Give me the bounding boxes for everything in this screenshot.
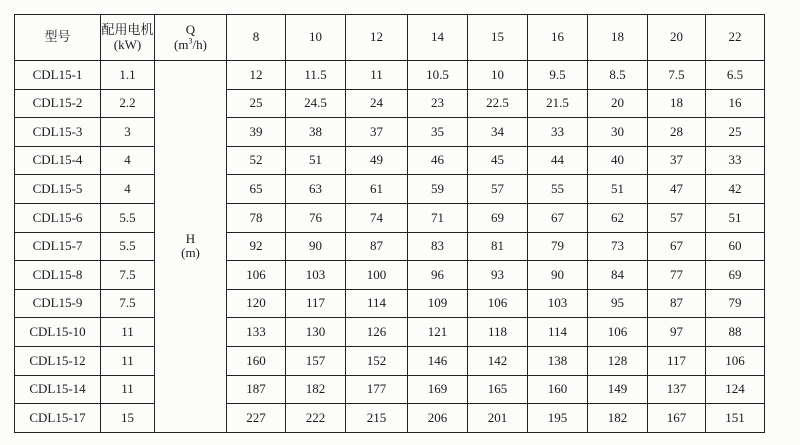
head-value-cell: 37 bbox=[346, 118, 408, 147]
model-cell: CDL15-8 bbox=[15, 261, 101, 290]
model-cell: CDL15-10 bbox=[15, 318, 101, 347]
head-value-cell: 182 bbox=[588, 404, 648, 433]
head-value-cell: 103 bbox=[528, 289, 588, 318]
head-value-cell: 114 bbox=[346, 289, 408, 318]
head-value-cell: 33 bbox=[528, 118, 588, 147]
head-value-cell: 46 bbox=[408, 146, 468, 175]
head-value-cell: 152 bbox=[346, 346, 408, 375]
model-cell: CDL15-3 bbox=[15, 118, 101, 147]
head-value-cell: 10.5 bbox=[408, 61, 468, 90]
head-value-cell: 33 bbox=[706, 146, 765, 175]
flow-value-header: 18 bbox=[588, 15, 648, 61]
power-cell: 4 bbox=[101, 146, 155, 175]
model-cell: CDL15-4 bbox=[15, 146, 101, 175]
flow-value-header: 20 bbox=[648, 15, 706, 61]
pump-performance-table bbox=[14, 14, 765, 433]
head-value-cell: 38 bbox=[286, 118, 346, 147]
head-value-cell: 39 bbox=[227, 118, 286, 147]
head-value-cell: 92 bbox=[227, 232, 286, 261]
power-header-label: 配用电机 bbox=[101, 22, 154, 38]
head-value-cell: 167 bbox=[648, 404, 706, 433]
head-value-cell: 157 bbox=[286, 346, 346, 375]
head-value-cell: 215 bbox=[346, 404, 408, 433]
head-value-cell: 146 bbox=[408, 346, 468, 375]
head-value-cell: 51 bbox=[588, 175, 648, 204]
head-value-cell: 24.5 bbox=[286, 89, 346, 118]
table-row bbox=[15, 118, 765, 147]
table-row bbox=[15, 318, 765, 347]
power-cell: 5.5 bbox=[101, 232, 155, 261]
head-value-cell: 73 bbox=[588, 232, 648, 261]
power-header bbox=[101, 15, 155, 61]
head-value-cell: 90 bbox=[528, 261, 588, 290]
model-cell: CDL15-2 bbox=[15, 89, 101, 118]
head-value-cell: 96 bbox=[408, 261, 468, 290]
table-row bbox=[15, 375, 765, 404]
head-value-cell: 121 bbox=[408, 318, 468, 347]
head-value-cell: 206 bbox=[408, 404, 468, 433]
head-value-cell: 97 bbox=[648, 318, 706, 347]
power-cell: 15 bbox=[101, 404, 155, 433]
head-value-cell: 51 bbox=[286, 146, 346, 175]
head-value-cell: 37 bbox=[648, 146, 706, 175]
head-value-cell: 120 bbox=[227, 289, 286, 318]
head-value-cell: 126 bbox=[346, 318, 408, 347]
head-value-cell: 52 bbox=[227, 146, 286, 175]
flow-value-header: 14 bbox=[408, 15, 468, 61]
power-cell: 1.1 bbox=[101, 61, 155, 90]
head-value-cell: 138 bbox=[528, 346, 588, 375]
model-cell: CDL15-6 bbox=[15, 203, 101, 232]
head-value-cell: 137 bbox=[648, 375, 706, 404]
head-value-cell: 79 bbox=[528, 232, 588, 261]
table-row bbox=[15, 232, 765, 261]
head-value-cell: 227 bbox=[227, 404, 286, 433]
head-value-cell: 95 bbox=[588, 289, 648, 318]
head-value-cell: 124 bbox=[706, 375, 765, 404]
head-value-cell: 187 bbox=[227, 375, 286, 404]
head-value-cell: 69 bbox=[468, 203, 528, 232]
table-row bbox=[15, 175, 765, 204]
head-label-unit: (m) bbox=[181, 245, 200, 261]
model-cell: CDL15-7 bbox=[15, 232, 101, 261]
head-value-cell: 142 bbox=[468, 346, 528, 375]
flow-value-header: 15 bbox=[468, 15, 528, 61]
table-row bbox=[15, 89, 765, 118]
head-value-cell: 88 bbox=[706, 318, 765, 347]
head-value-cell: 11 bbox=[346, 61, 408, 90]
head-value-cell: 57 bbox=[468, 175, 528, 204]
head-value-cell: 151 bbox=[706, 404, 765, 433]
head-value-cell: 177 bbox=[346, 375, 408, 404]
table-row bbox=[15, 203, 765, 232]
power-cell: 5.5 bbox=[101, 203, 155, 232]
head-value-cell: 201 bbox=[468, 404, 528, 433]
head-value-cell: 24 bbox=[346, 89, 408, 118]
table-row bbox=[15, 146, 765, 175]
head-value-cell: 42 bbox=[706, 175, 765, 204]
head-value-cell: 57 bbox=[648, 203, 706, 232]
flow-value-header: 12 bbox=[346, 15, 408, 61]
head-value-cell: 11.5 bbox=[286, 61, 346, 90]
head-value-cell: 65 bbox=[227, 175, 286, 204]
head-value-cell: 130 bbox=[286, 318, 346, 347]
head-value-cell: 133 bbox=[227, 318, 286, 347]
head-value-cell: 12 bbox=[227, 61, 286, 90]
header-row bbox=[15, 15, 765, 61]
power-cell: 2.2 bbox=[101, 89, 155, 118]
power-cell: 11 bbox=[101, 346, 155, 375]
flow-value-header: 22 bbox=[706, 15, 765, 61]
power-cell: 3 bbox=[101, 118, 155, 147]
power-cell: 11 bbox=[101, 375, 155, 404]
head-value-cell: 21.5 bbox=[528, 89, 588, 118]
head-value-cell: 76 bbox=[286, 203, 346, 232]
head-value-cell: 25 bbox=[706, 118, 765, 147]
head-value-cell: 71 bbox=[408, 203, 468, 232]
head-value-cell: 40 bbox=[588, 146, 648, 175]
head-value-cell: 117 bbox=[648, 346, 706, 375]
head-value-cell: 8.5 bbox=[588, 61, 648, 90]
head-value-cell: 74 bbox=[346, 203, 408, 232]
head-label-symbol: H bbox=[185, 231, 196, 247]
head-value-cell: 7.5 bbox=[648, 61, 706, 90]
head-value-cell: 114 bbox=[528, 318, 588, 347]
head-value-cell: 22.5 bbox=[468, 89, 528, 118]
flow-value-header: 8 bbox=[227, 15, 286, 61]
model-cell: CDL15-9 bbox=[15, 289, 101, 318]
power-cell: 7.5 bbox=[101, 261, 155, 290]
head-value-cell: 106 bbox=[468, 289, 528, 318]
power-cell: 4 bbox=[101, 175, 155, 204]
model-cell: CDL15-1 bbox=[15, 61, 101, 90]
head-value-cell: 128 bbox=[588, 346, 648, 375]
head-value-cell: 77 bbox=[648, 261, 706, 290]
head-value-cell: 106 bbox=[706, 346, 765, 375]
head-value-cell: 118 bbox=[468, 318, 528, 347]
head-value-cell: 109 bbox=[408, 289, 468, 318]
head-value-cell: 149 bbox=[588, 375, 648, 404]
model-cell: CDL15-12 bbox=[15, 346, 101, 375]
table-row bbox=[15, 346, 765, 375]
flow-value-header: 16 bbox=[528, 15, 588, 61]
head-value-cell: 69 bbox=[706, 261, 765, 290]
head-value-cell: 49 bbox=[346, 146, 408, 175]
head-label-cell bbox=[155, 61, 227, 433]
head-value-cell: 34 bbox=[468, 118, 528, 147]
head-value-cell: 67 bbox=[648, 232, 706, 261]
model-cell: CDL15-5 bbox=[15, 175, 101, 204]
flow-header-unit: $(m^3/h)$ bbox=[174, 36, 207, 52]
head-value-cell: 87 bbox=[346, 232, 408, 261]
head-value-cell: 87 bbox=[648, 289, 706, 318]
head-value-cell: 18 bbox=[648, 89, 706, 118]
head-value-cell: 44 bbox=[528, 146, 588, 175]
head-value-cell: 51 bbox=[706, 203, 765, 232]
table-row bbox=[15, 61, 765, 90]
table-row bbox=[15, 289, 765, 318]
flow-header-symbol: Q bbox=[185, 22, 196, 38]
head-value-cell: 28 bbox=[648, 118, 706, 147]
model-cell: CDL15-17 bbox=[15, 404, 101, 433]
table-row bbox=[15, 404, 765, 433]
head-value-cell: 55 bbox=[528, 175, 588, 204]
table-body bbox=[15, 61, 765, 433]
head-value-cell: 62 bbox=[588, 203, 648, 232]
head-value-cell: 16 bbox=[706, 89, 765, 118]
head-value-cell: 47 bbox=[648, 175, 706, 204]
model-header: 型号 bbox=[15, 15, 101, 61]
head-value-cell: 160 bbox=[528, 375, 588, 404]
head-value-cell: 195 bbox=[528, 404, 588, 433]
head-value-cell: 160 bbox=[227, 346, 286, 375]
head-value-cell: 45 bbox=[468, 146, 528, 175]
head-value-cell: 10 bbox=[468, 61, 528, 90]
head-value-cell: 117 bbox=[286, 289, 346, 318]
head-value-cell: 35 bbox=[408, 118, 468, 147]
flow-value-header: 10 bbox=[286, 15, 346, 61]
power-cell: 11 bbox=[101, 318, 155, 347]
head-value-cell: 6.5 bbox=[706, 61, 765, 90]
flow-header bbox=[155, 15, 227, 61]
head-value-cell: 81 bbox=[468, 232, 528, 261]
head-value-cell: 103 bbox=[286, 261, 346, 290]
head-value-cell: 165 bbox=[468, 375, 528, 404]
head-value-cell: 84 bbox=[588, 261, 648, 290]
table-row bbox=[15, 261, 765, 290]
head-value-cell: 90 bbox=[286, 232, 346, 261]
head-value-cell: 79 bbox=[706, 289, 765, 318]
head-value-cell: 83 bbox=[408, 232, 468, 261]
head-value-cell: 106 bbox=[588, 318, 648, 347]
head-value-cell: 67 bbox=[528, 203, 588, 232]
head-value-cell: 222 bbox=[286, 404, 346, 433]
head-value-cell: 60 bbox=[706, 232, 765, 261]
head-value-cell: 30 bbox=[588, 118, 648, 147]
head-value-cell: 78 bbox=[227, 203, 286, 232]
head-value-cell: 93 bbox=[468, 261, 528, 290]
head-value-cell: 61 bbox=[346, 175, 408, 204]
head-value-cell: 9.5 bbox=[528, 61, 588, 90]
power-cell: 7.5 bbox=[101, 289, 155, 318]
head-value-cell: 169 bbox=[408, 375, 468, 404]
head-value-cell: 182 bbox=[286, 375, 346, 404]
head-value-cell: 23 bbox=[408, 89, 468, 118]
head-value-cell: 63 bbox=[286, 175, 346, 204]
head-value-cell: 100 bbox=[346, 261, 408, 290]
head-value-cell: 25 bbox=[227, 89, 286, 118]
head-value-cell: 106 bbox=[227, 261, 286, 290]
head-value-cell: 20 bbox=[588, 89, 648, 118]
model-cell: CDL15-14 bbox=[15, 375, 101, 404]
power-header-unit: (kW) bbox=[113, 36, 142, 52]
head-value-cell: 59 bbox=[408, 175, 468, 204]
